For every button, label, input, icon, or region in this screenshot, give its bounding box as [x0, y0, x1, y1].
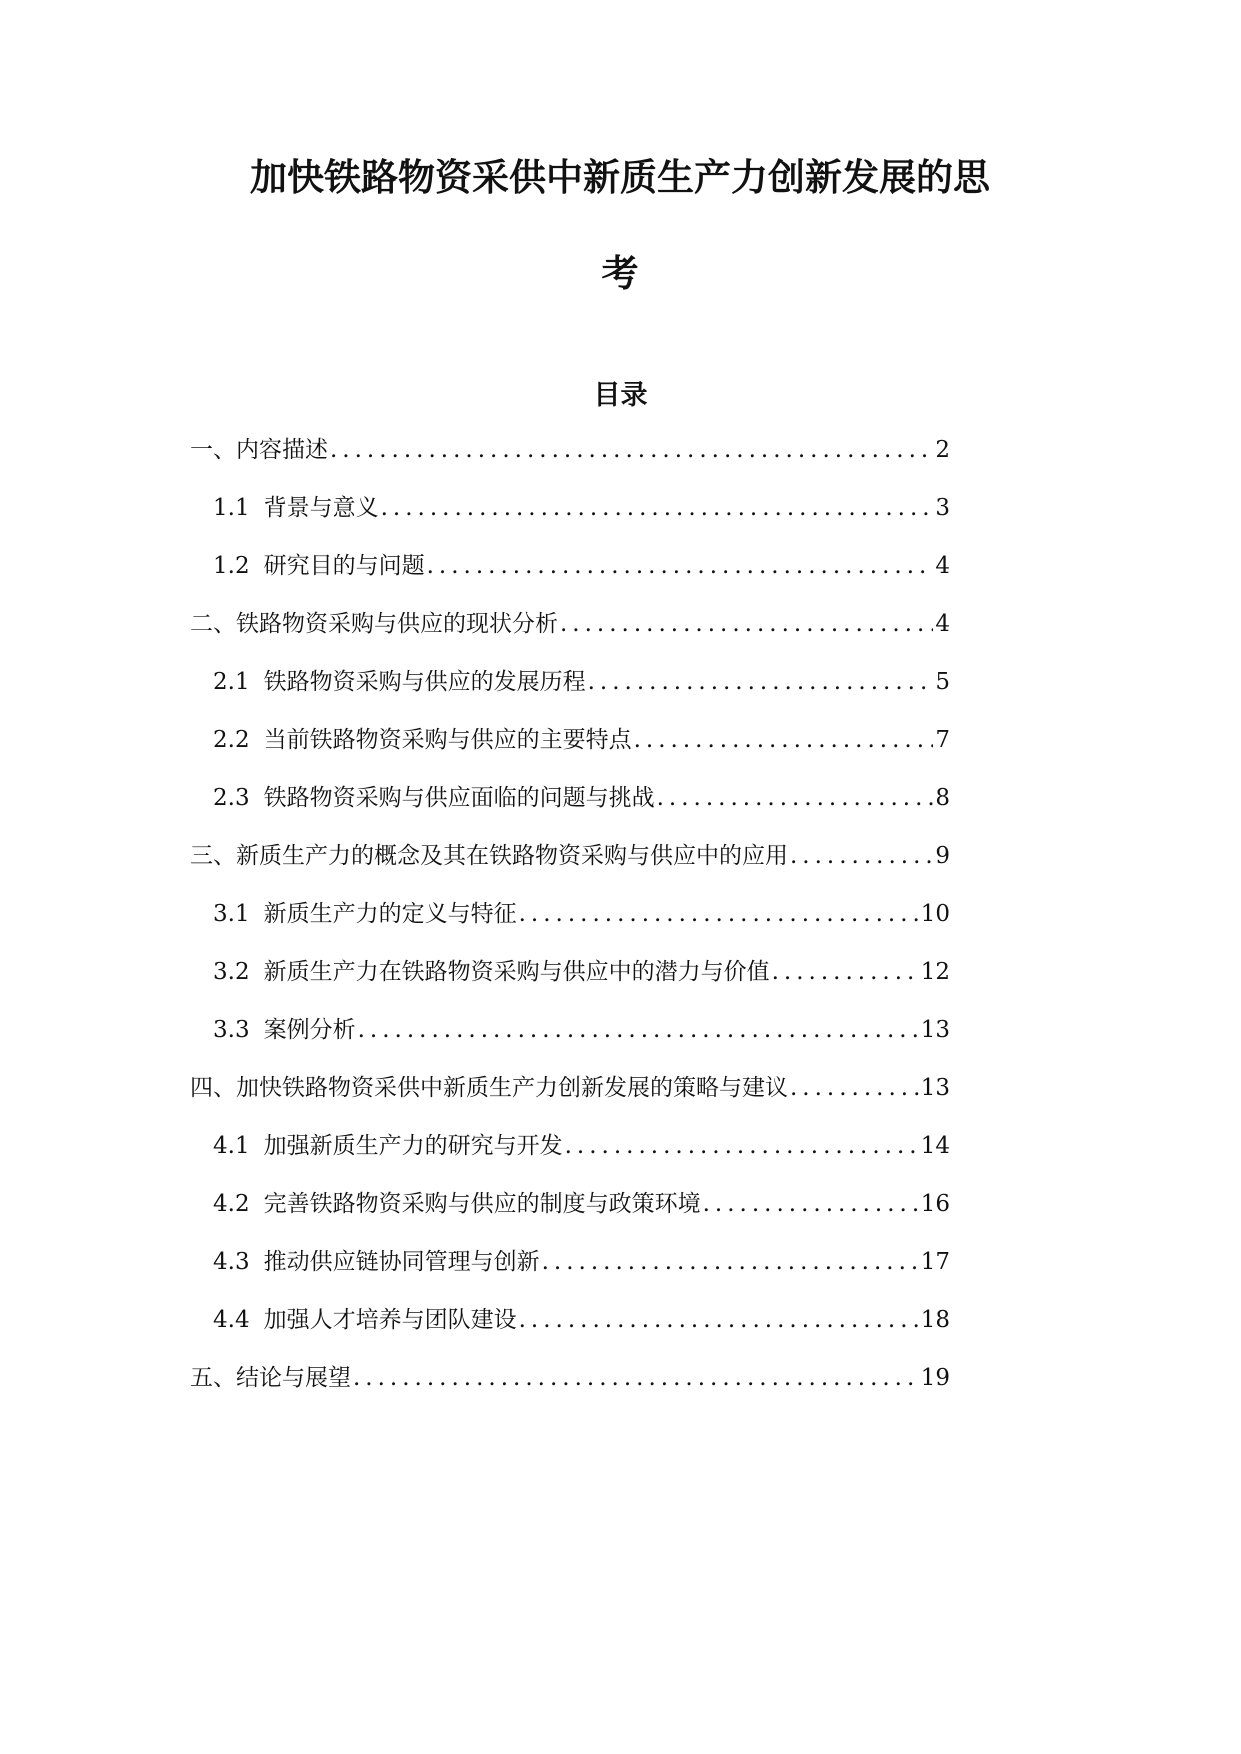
toc-entry-page-number: 16 — [920, 1191, 950, 1217]
toc-entry[interactable] — [190, 432, 950, 468]
toc-entry-page-number: 7 — [935, 727, 950, 753]
toc-entry-label: 研究目的与问题 — [263, 553, 425, 579]
toc-entry[interactable] — [213, 780, 950, 816]
toc-entry-page-number: 13 — [920, 1075, 950, 1101]
toc-entry[interactable] — [213, 490, 950, 526]
toc-entry-number: 4.2 — [213, 1191, 250, 1217]
toc-entry-number: 4.4 — [213, 1307, 250, 1333]
toc-dot-leader — [790, 1070, 919, 1106]
toc-dot-leader — [330, 432, 933, 468]
toc-dot-leader — [560, 606, 933, 642]
toc-entry-page-number: 12 — [920, 959, 950, 985]
toc-entry-label: 铁路物资采购与供应面临的问题与挑战 — [263, 785, 655, 811]
toc-entry-number: 4.1 — [213, 1133, 250, 1159]
toc-entry-number: 2.2 — [213, 727, 250, 753]
toc-entry-page-number: 3 — [935, 495, 950, 521]
toc-entry-label: 四、加快铁路物资采供中新质生产力创新发展的策略与建议 — [190, 1075, 788, 1101]
document-title-line-2: 考 — [601, 252, 639, 295]
toc-entry[interactable] — [213, 548, 950, 584]
toc-entry-page-number: 4 — [935, 553, 950, 579]
toc-dot-leader — [634, 722, 934, 758]
toc-entry-label: 新质生产力在铁路物资采购与供应中的潜力与价值 — [263, 959, 770, 985]
toc-entry-label: 三、新质生产力的概念及其在铁路物资采购与供应中的应用 — [190, 843, 788, 869]
toc-entry-label: 一、内容描述 — [190, 437, 328, 463]
toc-dot-leader — [588, 664, 934, 700]
toc-entry[interactable] — [213, 896, 950, 932]
toc-entry-label: 加强人才培养与团队建设 — [263, 1307, 517, 1333]
toc-dot-leader — [381, 490, 934, 526]
toc-dot-leader — [790, 838, 933, 874]
toc-entry-page-number: 19 — [920, 1365, 950, 1391]
toc-dot-leader — [353, 1360, 919, 1396]
toc-entry[interactable] — [213, 722, 950, 758]
toc-entry-page-number: 18 — [920, 1307, 950, 1333]
toc-entry-number: 1.1 — [213, 495, 250, 521]
toc-entry-label: 完善铁路物资采购与供应的制度与政策环境 — [263, 1191, 701, 1217]
toc-entry-page-number: 8 — [935, 785, 950, 811]
toc-entry-page-number: 17 — [920, 1249, 950, 1275]
toc-entry-label: 铁路物资采购与供应的发展历程 — [263, 669, 586, 695]
toc-entry-label: 当前铁路物资采购与供应的主要特点 — [263, 727, 632, 753]
toc-entry[interactable] — [213, 1186, 950, 1222]
toc-entry-number: 2.3 — [213, 785, 250, 811]
toc-dot-leader — [358, 1012, 919, 1048]
toc-entry-page-number: 2 — [935, 437, 950, 463]
toc-entry[interactable] — [213, 1012, 950, 1048]
toc-entry-number: 2.1 — [213, 669, 250, 695]
toc-entry[interactable] — [213, 954, 950, 990]
toc-entry-page-number: 5 — [935, 669, 950, 695]
toc-entry[interactable] — [213, 664, 950, 700]
toc-dot-leader — [565, 1128, 919, 1164]
toc-dot-leader — [519, 1302, 919, 1338]
toc-entry-page-number: 4 — [935, 611, 950, 637]
toc-entry-number: 4.3 — [213, 1249, 250, 1275]
toc-entry-page-number: 9 — [935, 843, 950, 869]
toc-entry-label: 背景与意义 — [263, 495, 379, 521]
toc-entry-label: 五、结论与展望 — [190, 1365, 351, 1391]
toc-entry[interactable] — [190, 1360, 950, 1396]
toc-entry-page-number: 13 — [920, 1017, 950, 1043]
toc-entry[interactable] — [190, 1070, 950, 1106]
toc-entry-label: 新质生产力的定义与特征 — [263, 901, 517, 927]
toc-entry-label: 推动供应链协同管理与创新 — [263, 1249, 540, 1275]
toc-entry[interactable] — [190, 838, 950, 874]
document-title-line-1: 加快铁路物资采供中新质生产力创新发展的思 — [250, 156, 990, 199]
toc-entry-label: 案例分析 — [263, 1017, 356, 1043]
toc-dot-leader — [519, 896, 919, 932]
toc-entry-page-number: 10 — [920, 901, 950, 927]
toc-heading: 目录 — [593, 380, 648, 411]
toc-entry[interactable] — [190, 606, 950, 642]
toc-dot-leader — [427, 548, 934, 584]
toc-entry[interactable] — [213, 1302, 950, 1338]
toc-entry-page-number: 14 — [920, 1133, 950, 1159]
toc-dot-leader — [542, 1244, 919, 1280]
toc-entry-label: 加强新质生产力的研究与开发 — [263, 1133, 563, 1159]
toc-dot-leader — [657, 780, 934, 816]
toc-entry-number: 3.2 — [213, 959, 250, 985]
toc-entry[interactable] — [213, 1244, 950, 1280]
toc-entry-label: 二、铁路物资采购与供应的现状分析 — [190, 611, 558, 637]
toc-entry-number: 1.2 — [213, 553, 250, 579]
toc-dot-leader — [772, 954, 919, 990]
toc-entry-number: 3.3 — [213, 1017, 250, 1043]
toc-dot-leader — [703, 1186, 919, 1222]
toc-entry[interactable] — [213, 1128, 950, 1164]
toc-entry-number: 3.1 — [213, 901, 250, 927]
